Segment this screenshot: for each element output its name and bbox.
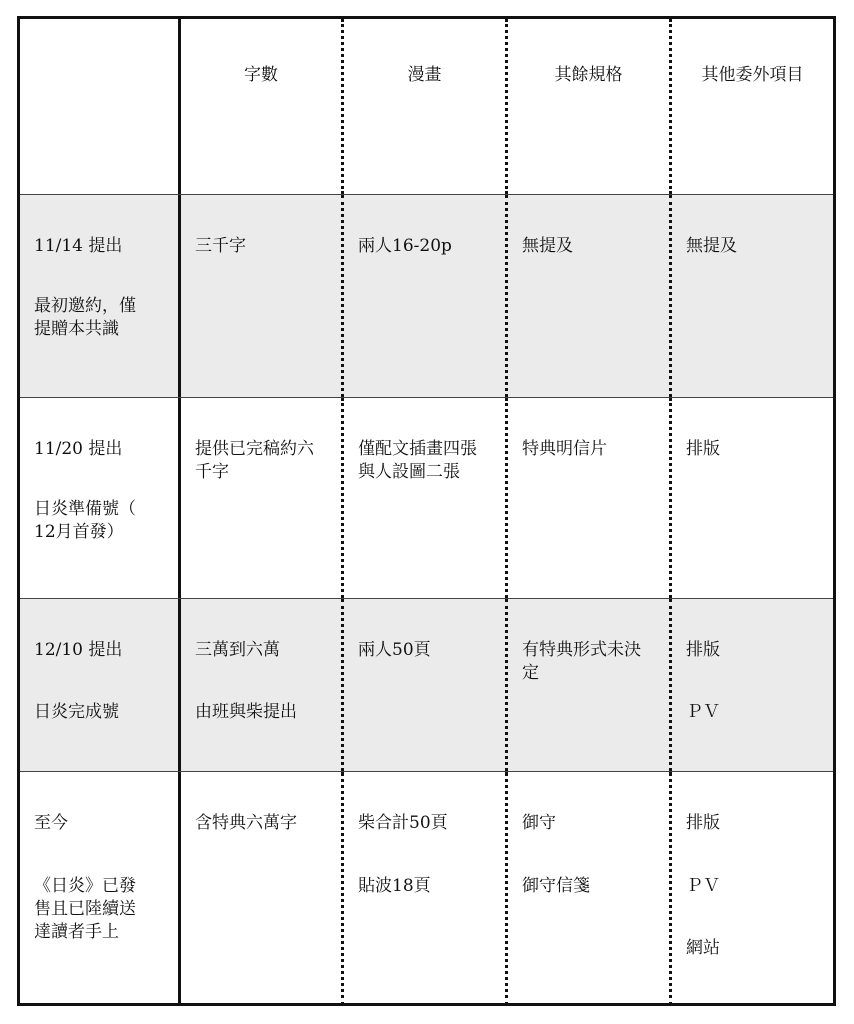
cell-text: 11/14 提出	[34, 236, 123, 256]
word-count-cell	[178, 398, 341, 598]
cell-text: 御守信箋	[522, 876, 590, 896]
word-count-cell	[178, 195, 341, 397]
cell-text: 日炎準備號（ 12月首發）	[34, 499, 136, 542]
cell-text: 兩人16-20p	[358, 236, 452, 256]
manga-cell	[341, 772, 505, 1006]
header-manga: 漫畫	[407, 65, 442, 85]
cell-text: 僅配文插畫四張 與人設圖二張	[358, 439, 477, 482]
cell-text: 排版	[686, 813, 720, 833]
other-specs-cell	[505, 398, 669, 598]
cell-text: 三萬到六萬	[195, 640, 280, 660]
cell-text: 《日炎》已發 售且已陸續送 達讀者手上	[34, 876, 136, 942]
cell-text: 御守	[522, 813, 556, 833]
header-word-count: 字數	[244, 65, 278, 85]
cell-text: 柴合計50頁	[358, 813, 448, 833]
table-header-row	[20, 19, 833, 194]
header-cell-word-count	[178, 19, 341, 194]
table-row	[20, 598, 833, 771]
outsourced-items-cell	[669, 772, 833, 1006]
cell-text: 11/20 提出	[34, 439, 123, 459]
cell-text: 日炎完成號	[34, 702, 119, 722]
cell-text: 排版	[686, 439, 720, 459]
header-cell-other-specs	[505, 19, 669, 194]
word-count-cell	[178, 599, 341, 771]
cell-text: ＰＶ	[686, 702, 720, 722]
cell-text: 三千字	[195, 236, 246, 256]
cell-text: 特典明信片	[522, 439, 607, 459]
cell-text: 無提及	[686, 236, 737, 256]
cell-text: 至今	[34, 813, 68, 833]
outsourced-items-cell	[669, 398, 833, 598]
cell-text: 排版	[686, 640, 720, 660]
other-specs-cell	[505, 772, 669, 1006]
cell-text: 提供已完稿約六 千字	[195, 439, 314, 482]
manga-cell	[341, 195, 505, 397]
cell-text: 12/10 提出	[34, 640, 123, 660]
date-cell	[20, 195, 178, 397]
date-cell	[20, 772, 178, 1006]
cell-text: 最初邀約，僅 提贈本共識	[34, 296, 136, 339]
cell-text: 兩人50頁	[358, 640, 431, 660]
date-cell	[20, 599, 178, 771]
cell-text: 含特典六萬字	[195, 813, 297, 833]
header-other-specs: 其餘規格	[554, 65, 623, 85]
header-outsourced-items: 其他委外項目	[701, 65, 804, 85]
outsourced-items-cell	[669, 599, 833, 771]
cell-text: 無提及	[522, 236, 573, 256]
cell-text: 網站	[686, 938, 720, 958]
table-row	[20, 397, 833, 598]
header-cell-outsourced-items	[669, 19, 833, 194]
comparison-table	[17, 16, 836, 1006]
date-cell	[20, 398, 178, 598]
header-cell-manga	[341, 19, 505, 194]
outsourced-items-cell	[669, 195, 833, 397]
header-cell-empty	[20, 19, 178, 194]
cell-text: 由班與柴提出	[195, 702, 297, 722]
table-row	[20, 771, 833, 1006]
cell-text: ＰＶ	[686, 876, 720, 896]
cell-text: 有特典形式未決 定	[522, 640, 641, 683]
table-row	[20, 194, 833, 397]
manga-cell	[341, 398, 505, 598]
other-specs-cell	[505, 195, 669, 397]
other-specs-cell	[505, 599, 669, 771]
word-count-cell	[178, 772, 341, 1006]
manga-cell	[341, 599, 505, 771]
cell-text: 貼波18頁	[358, 876, 431, 896]
